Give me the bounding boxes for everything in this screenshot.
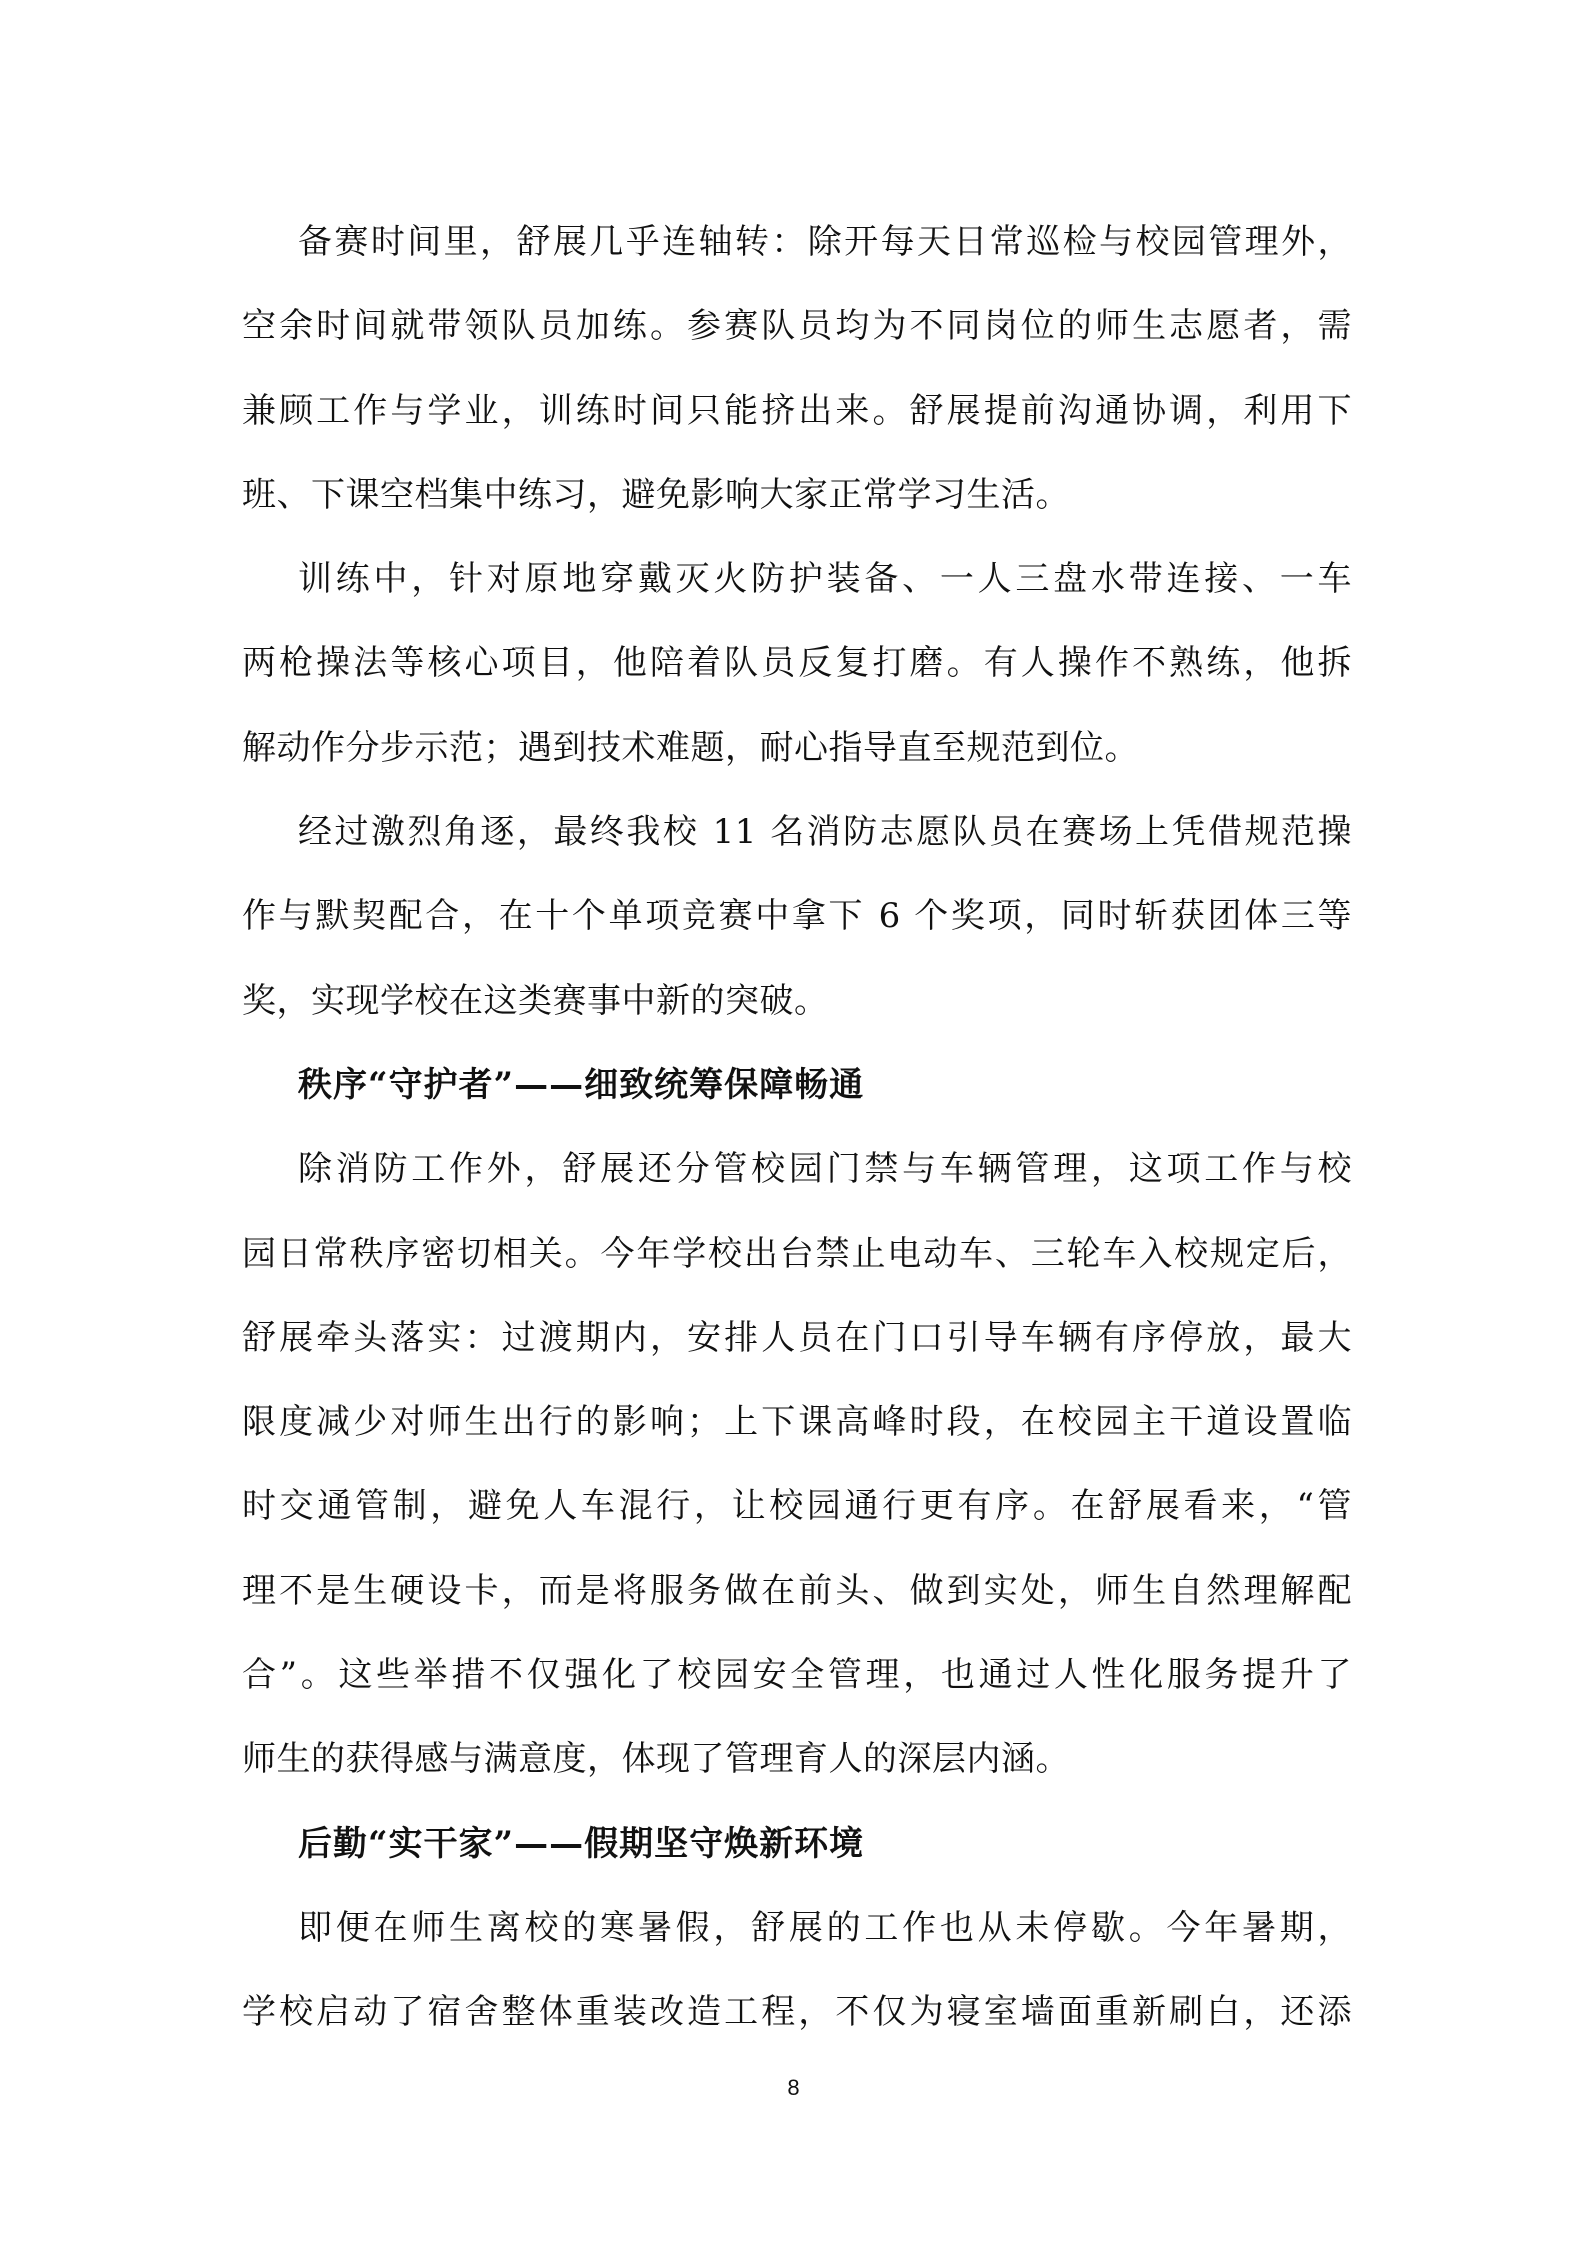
body-text — [242, 200, 1352, 2055]
section-heading: 秩序“守护者”——细致统筹保障畅通 — [298, 1064, 865, 1105]
paragraph-line: 限度减少对师生出行的影响；上下课高峰时段，在校园主干道设置临 — [242, 1402, 1352, 1443]
paragraph-line: 奖，实现学校在这类赛事中新的突破。 — [242, 980, 829, 1021]
paragraph-line: 空余时间就带领队员加练。参赛队员均为不同岗位的师生志愿者，需 — [242, 306, 1352, 347]
paragraph-line: 舒展牵头落实：过渡期内，安排人员在门口引导车辆有序停放，最大 — [242, 1317, 1352, 1358]
paragraph-line: 园日常秩序密切相关。今年学校出台禁止电动车、三轮车入校规定后， — [242, 1233, 1352, 1274]
paragraph-line: 师生的获得感与满意度，体现了管理育人的深层内涵。 — [242, 1739, 1070, 1780]
paragraph-line: 经过激烈角逐，最终我校 11 名消防志愿队员在赛场上凭借规范操 — [298, 812, 1352, 853]
paragraph-line: 备赛时间里，舒展几乎连轴转：除开每天日常巡检与校园管理外， — [298, 222, 1352, 262]
page-number: 8 — [787, 2075, 800, 2100]
paragraph-line: 训练中，针对原地穿戴灭火防护装备、一人三盘水带连接、一车 — [298, 559, 1352, 600]
paragraph-line: 兼顾工作与学业，训练时间只能挤出来。舒展提前沟通协调，利用下 — [242, 390, 1352, 431]
section-heading: 后勤“实干家”——假期坚守焕新环境 — [298, 1823, 865, 1864]
paragraph-line: 作与默契配合，在十个单项竞赛中拿下 6 个奖项，同时斩获团体三等 — [242, 896, 1352, 937]
paragraph-line: 班、下课空档集中练习，避免影响大家正常学习生活。 — [242, 474, 1070, 515]
paragraph-line: 时交通管制，避免人车混行，让校园通行更有序。在舒展看来，“管 — [242, 1486, 1352, 1527]
paragraph-line: 两枪操法等核心项目，他陪着队员反复打磨。有人操作不熟练，他拆 — [242, 643, 1352, 684]
paragraph-line: 合”。这些举措不仅强化了校园安全管理，也通过人性化服务提升了 — [242, 1655, 1352, 1696]
paragraph-line: 除消防工作外，舒展还分管校园门禁与车辆管理，这项工作与校 — [298, 1149, 1352, 1190]
paragraph-line: 学校启动了宿舍整体重装改造工程，不仅为寝室墙面重新刷白，还添 — [242, 1992, 1352, 2033]
paragraph-line: 解动作分步示范；遇到技术难题，耐心指导直至规范到位。 — [242, 727, 1139, 768]
paragraph-line: 理不是生硬设卡，而是将服务做在前头、做到实处，师生自然理解配 — [242, 1570, 1352, 1611]
paragraph-line: 即便在师生离校的寒暑假，舒展的工作也从未停歇。今年暑期， — [298, 1907, 1352, 1948]
